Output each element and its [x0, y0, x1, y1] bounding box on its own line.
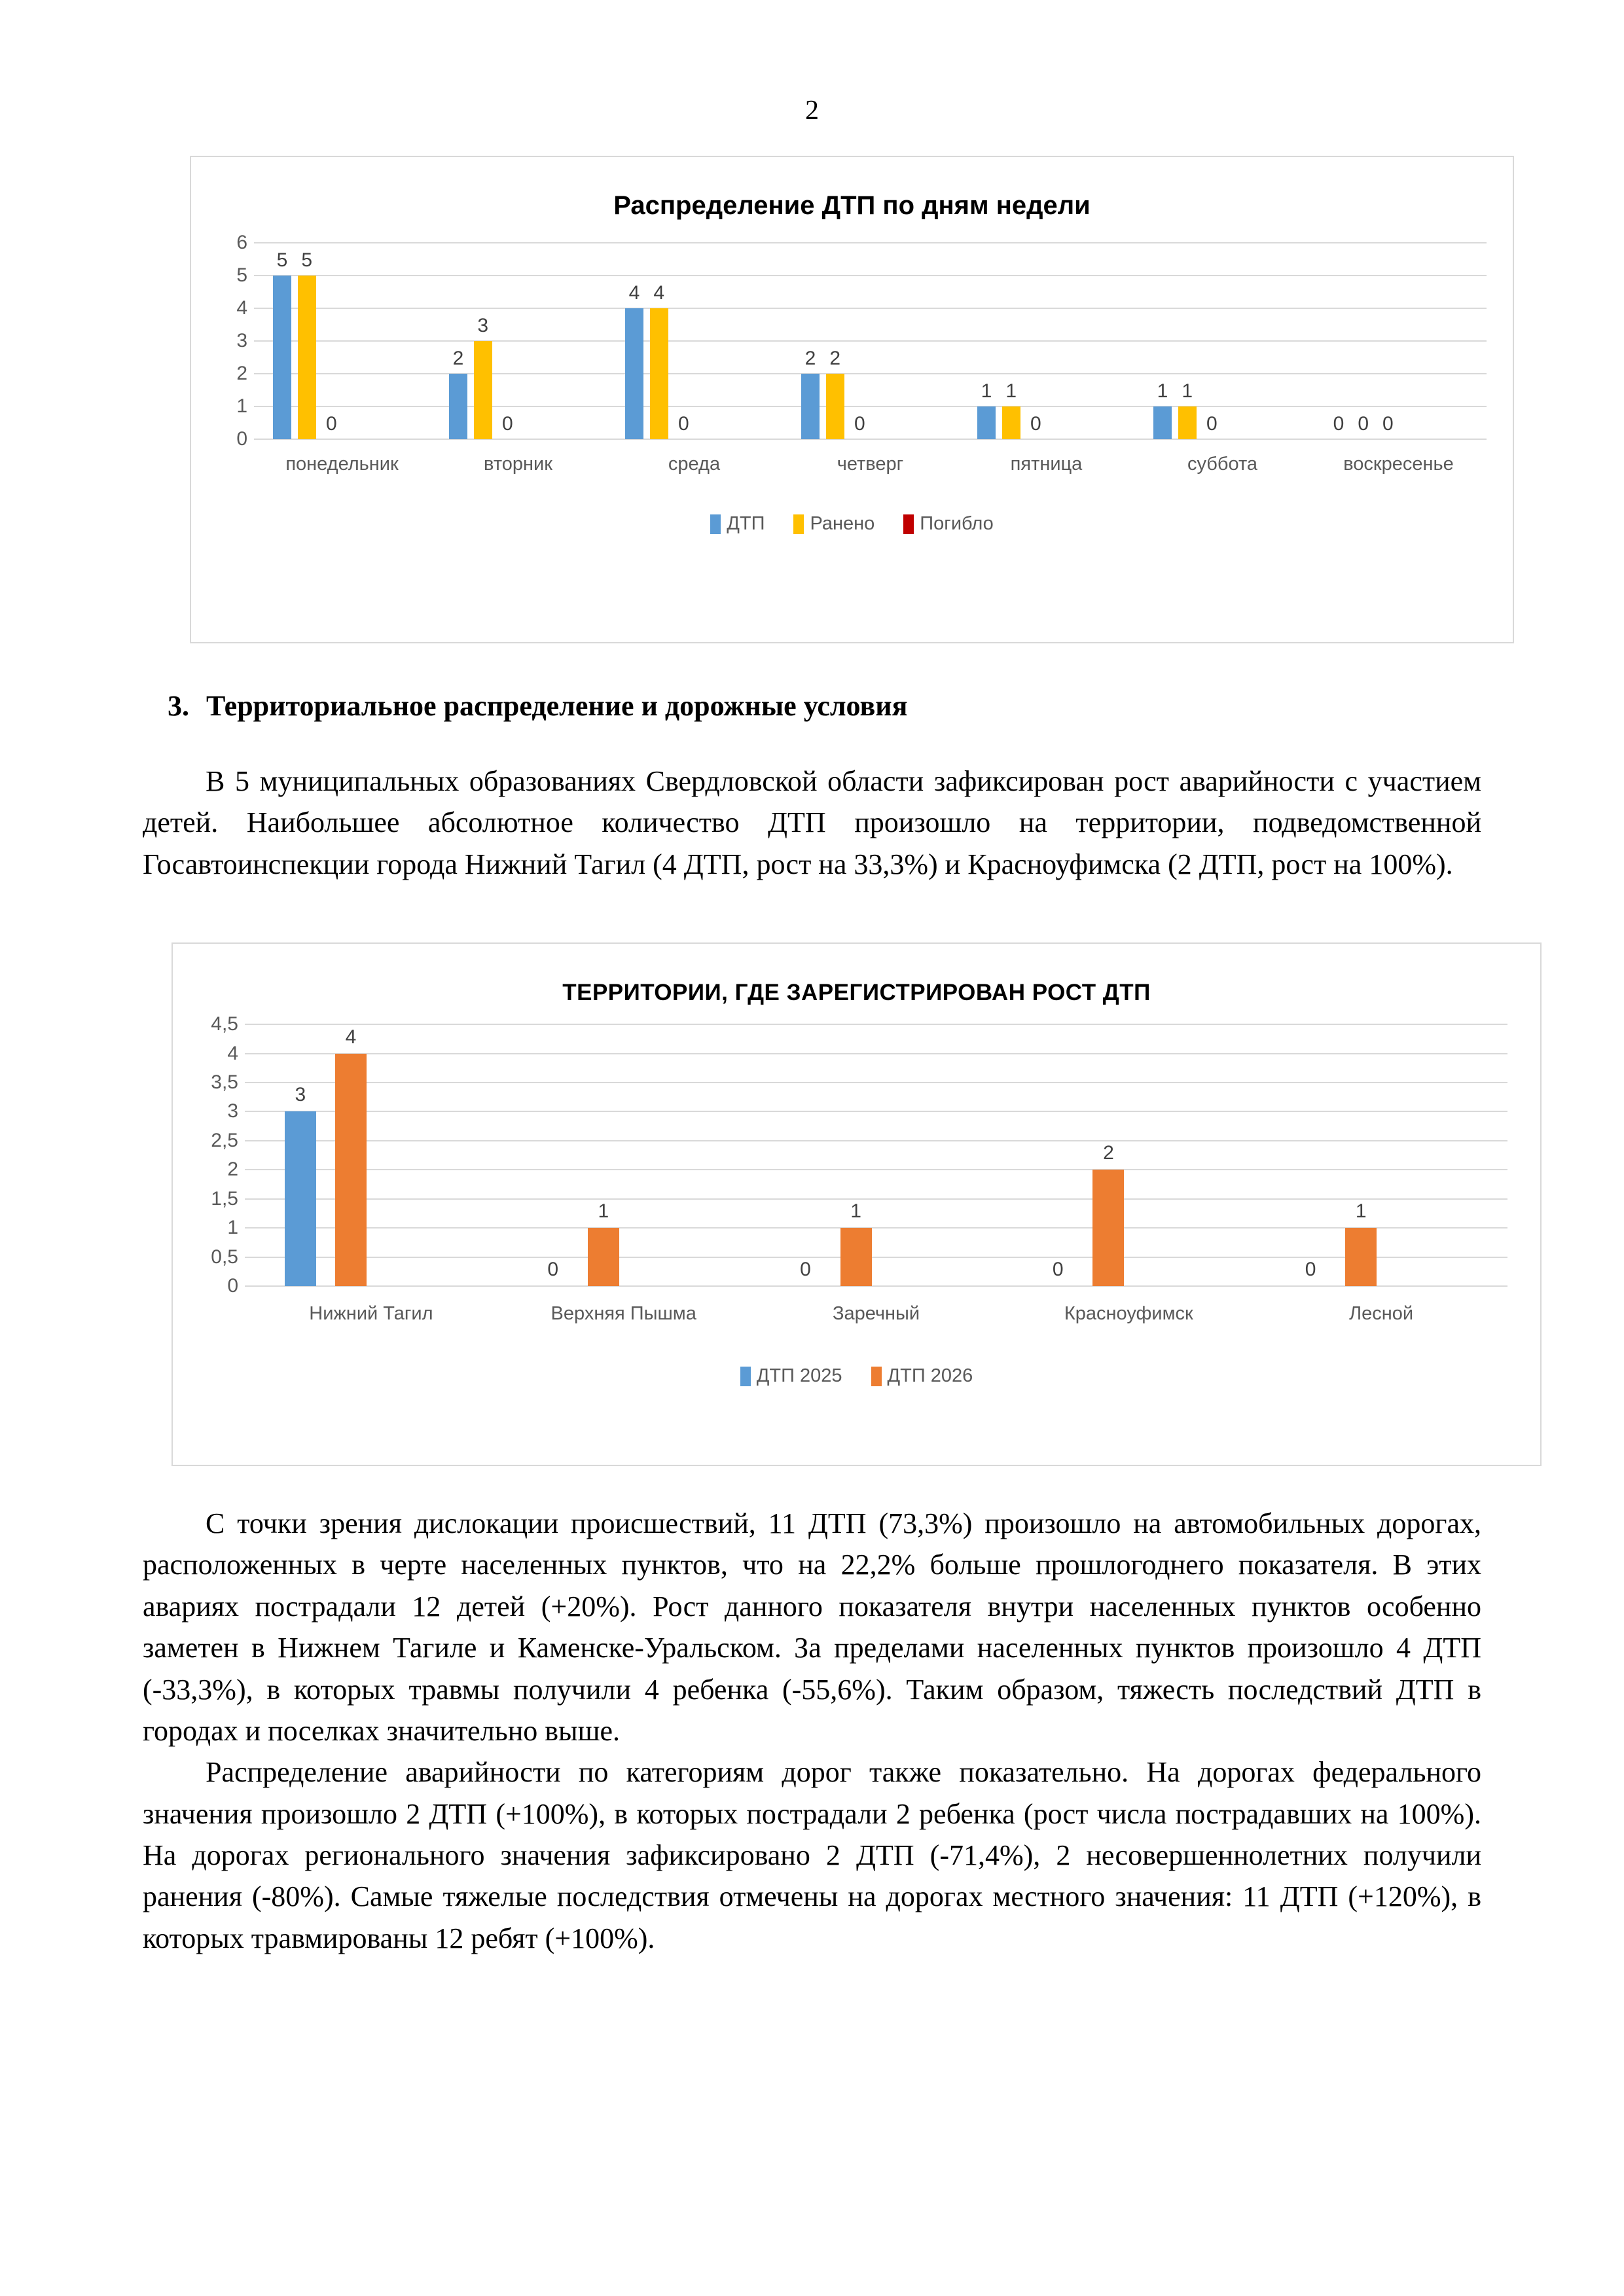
bar-value-label: 4 [653, 282, 664, 304]
y-axis-tick: 2 [227, 1158, 238, 1181]
bar-group [254, 243, 430, 439]
bar [977, 406, 996, 439]
bar-value-label: 2 [452, 348, 464, 369]
bars-layer [245, 1024, 1507, 1286]
bar [826, 374, 844, 439]
bar-column [1033, 1024, 1083, 1286]
x-axis-label: Верхняя Пышма [550, 1303, 696, 1325]
bar-value-label: 1 [850, 1200, 861, 1223]
bar-value-label: 1 [981, 380, 992, 402]
bar-value-label: 2 [829, 348, 840, 369]
bar-column [622, 243, 647, 439]
bar [625, 308, 643, 439]
bar-column [295, 243, 319, 439]
bar-value-label: 3 [295, 1084, 306, 1106]
legend-label: ДТП [727, 513, 765, 534]
bar-value-label: 0 [1382, 413, 1394, 435]
page-number: 2 [805, 96, 819, 126]
y-axis-tick: 4 [236, 297, 247, 319]
bar-group [782, 243, 958, 439]
legend-item[interactable] [740, 1365, 842, 1387]
bar-column [528, 1024, 578, 1286]
legend-label: ДТП 2025 [756, 1365, 842, 1387]
bar-column [270, 243, 295, 439]
bar-value-label: 0 [854, 413, 865, 435]
bar-group [430, 243, 606, 439]
bar-column [823, 243, 848, 439]
bar-column [275, 1024, 325, 1286]
bar-group [1134, 243, 1310, 439]
bar-column [1023, 243, 1048, 439]
bars-layer [254, 243, 1487, 439]
chart1-title: Распределение ДТП по дням недели [613, 191, 1091, 220]
bar [1002, 406, 1020, 439]
legend-swatch-icon [871, 1367, 882, 1386]
bar-value-label: 1 [1182, 380, 1193, 402]
y-axis-tick: 3 [227, 1100, 238, 1122]
bar-column [999, 243, 1024, 439]
bar-value-label: 0 [1052, 1259, 1064, 1281]
bar-value-label: 0 [1358, 413, 1369, 435]
y-axis-tick: 6 [236, 232, 247, 253]
x-axis-label: вторник [484, 454, 552, 475]
bar-value-label: 1 [598, 1200, 609, 1223]
legend-swatch-icon [740, 1367, 751, 1386]
y-axis-tick: 1 [236, 395, 247, 417]
bar-group [606, 243, 782, 439]
x-axis-label: четверг [837, 454, 904, 475]
paragraph-road-categories: Распределение аварийности по категориям дорог также показательно. На дорогах федерального значения произошло 2 ДТП (+100%), в которых пострадали 2 ребенка (рост числа пострадавших на 100%). На дорогах регионального значения зафиксировано 2 ДТП (-71,4%), 2 несовершеннолетних получили ранения (-80%). Самые тяжелые последствия отмечены на дорогах местного значения: 11 ДТП (+120%), в которых травмированы 12 ребят (+100%). [143, 1756, 1481, 1954]
bar-column [847, 243, 872, 439]
bar-value-label: 1 [1157, 380, 1168, 402]
bar-value-label: 0 [1030, 413, 1041, 435]
legend-label: ДТП 2026 [887, 1365, 973, 1387]
bar-value-label: 1 [1005, 380, 1017, 402]
bar-value-label: 4 [345, 1026, 357, 1048]
y-axis-tick: 4,5 [211, 1013, 238, 1035]
bar [285, 1111, 316, 1286]
bar [298, 276, 316, 439]
bar-value-label: 5 [276, 249, 288, 271]
bar [650, 308, 668, 439]
bar-value-label: 0 [677, 413, 689, 435]
bar-group [497, 1024, 750, 1286]
bar-column [974, 243, 999, 439]
legend-item[interactable] [903, 513, 993, 535]
x-axis-label: Нижний Тагил [309, 1303, 433, 1325]
chart-growth-territories [171, 942, 1542, 1466]
bar-group [1255, 1024, 1507, 1286]
bar-column [319, 243, 344, 439]
bar-column [647, 243, 672, 439]
bar-column [325, 1024, 376, 1286]
bar-group [1310, 243, 1487, 439]
y-axis-tick: 4 [227, 1042, 238, 1064]
x-axis-label: среда [668, 454, 721, 475]
bar-value-label: 0 [1305, 1259, 1316, 1281]
bar [588, 1228, 619, 1286]
bar [335, 1054, 367, 1287]
legend-swatch-icon [903, 514, 914, 534]
legend-swatch-icon [710, 514, 721, 534]
bar [801, 374, 820, 439]
legend-label: Ранено [810, 513, 875, 534]
bar [1345, 1228, 1377, 1286]
chart-weekday-distribution [190, 156, 1514, 643]
bar-group [1002, 1024, 1255, 1286]
bar-column [1326, 243, 1351, 439]
y-axis-tick: 1 [227, 1217, 238, 1239]
bar-value-label: 4 [628, 282, 640, 304]
x-axis-label: Лесной [1349, 1303, 1414, 1325]
section-heading-text: Территориальное распределение и дорожные условия [206, 690, 908, 722]
bar-column [1199, 243, 1224, 439]
bar-value-label: 2 [804, 348, 816, 369]
x-axis-label: суббота [1187, 454, 1258, 475]
bar-column [780, 1024, 831, 1286]
bar [1092, 1170, 1124, 1286]
bar-column [1375, 243, 1400, 439]
bar-column [798, 243, 823, 439]
y-axis-tick: 2,5 [211, 1129, 238, 1151]
bar-value-label: 2 [1103, 1142, 1114, 1164]
bar-column [1083, 1024, 1134, 1286]
y-axis-tick: 0 [236, 428, 247, 450]
bar-group [245, 1024, 497, 1286]
bar-value-label: 3 [477, 315, 488, 336]
bar-value-label: 0 [501, 413, 513, 435]
bar [273, 276, 291, 439]
bar-value-label: 0 [800, 1259, 811, 1281]
bar-value-label: 1 [1355, 1200, 1367, 1223]
chart2-title: ТЕРРИТОРИИ, ГДЕ ЗАРЕГИСТРИРОВАН РОСТ ДТП [562, 980, 1151, 1006]
bar-column [1336, 1024, 1386, 1286]
bar-group [958, 243, 1134, 439]
section-number: 3. [168, 690, 189, 722]
paragraph-dislocation: С точки зрения дислокации происшествий, 11 ДТП (73,3%) произошло на автомобильных дорогах, расположенных в черте населенных пунктов, что на 22,2% больше прошлогоднего показателя. В этих авариях пострадали 12 детей (+20%). Рост данного показателя внутри населенных пунктов особенно заметен в Нижнем Тагиле и Каменске-Уральском. За пределами населенных пунктов произошло 4 ДТП (-33,3%), в которых травмы получили 4 ребенка (-55,6%). Таким образом, тяжесть последствий ДТП в городах и поселках значительно выше. [143, 1507, 1481, 1747]
bar [1153, 406, 1172, 439]
bar [474, 341, 492, 439]
y-axis-tick: 0 [227, 1275, 238, 1297]
bar [840, 1228, 872, 1286]
x-axis-label: пятница [1010, 454, 1083, 475]
y-axis-tick: 3 [236, 330, 247, 351]
bar-column [671, 243, 696, 439]
bar-value-label: 5 [301, 249, 312, 271]
bar-column [446, 243, 471, 439]
section-heading [0, 689, 1624, 723]
bar-value-label: 0 [325, 413, 337, 435]
bar-column [1351, 243, 1376, 439]
legend-label: Погибло [920, 513, 994, 534]
bar-column [578, 1024, 628, 1286]
y-axis-tick: 2 [236, 363, 247, 384]
bar-column [1175, 243, 1200, 439]
bar [449, 374, 467, 439]
legend-item[interactable] [710, 513, 765, 535]
y-axis-tick: 5 [236, 264, 247, 286]
bar-column [831, 1024, 881, 1286]
bar-column [1150, 243, 1175, 439]
bar-value-label: 0 [1206, 413, 1218, 435]
legend-swatch-icon [793, 514, 804, 534]
bar-value-label: 0 [1333, 413, 1344, 435]
x-axis-label: понедельник [285, 454, 399, 475]
y-axis-tick: 0,5 [211, 1246, 238, 1268]
x-axis-label: Заречный [832, 1303, 920, 1325]
legend-item[interactable] [871, 1365, 973, 1387]
bar-group [750, 1024, 1003, 1286]
bar-column [471, 243, 496, 439]
bar-column [1285, 1024, 1335, 1286]
paragraph-territorial: В 5 муниципальных образованиях Свердловской области зафиксирован рост аварийности с участием детей. Наибольшее абсолютное количество ДТП произошло на территории, подведомственной Госавтоинспекции города Нижний Тагил (4 ДТП, рост на 33,3%) и Красноуфимска (2 ДТП, рост на 100%). [143, 765, 1481, 880]
x-axis-label: Красноуфимск [1064, 1303, 1193, 1325]
bar-column [495, 243, 520, 439]
bar [1178, 406, 1197, 439]
x-axis-label: воскресенье [1343, 454, 1454, 475]
legend-item[interactable] [793, 513, 875, 535]
y-axis-tick: 3,5 [211, 1071, 238, 1093]
y-axis-tick: 1,5 [211, 1187, 238, 1210]
bar-value-label: 0 [547, 1259, 558, 1281]
